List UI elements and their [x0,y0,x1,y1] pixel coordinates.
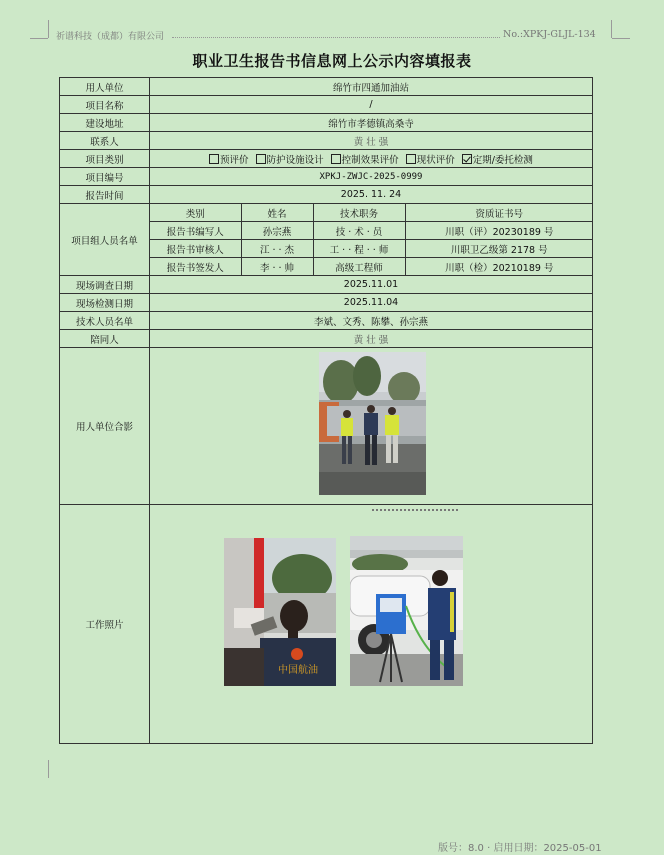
header-doc-number: No.:XPKJ-GLJL-134 [503,29,596,40]
field-label: 用人单位 [60,78,150,96]
field-label: 报告时间 [60,186,150,204]
team-cell: 工 · · 程 · · 师 [313,240,405,258]
team-cell: 江 · · 杰 [241,240,313,258]
field-label: 陪同人 [60,330,150,348]
team-cell: 高级工程师 [313,258,405,276]
dotted-mark [372,509,458,511]
team-row [150,258,593,276]
crop-mark [611,20,612,38]
column-header: 姓名 [241,204,313,222]
table-row [60,330,593,348]
checkbox-checked-icon[interactable] [462,154,472,164]
field-value: / [150,96,593,114]
team-cell: 川职卫乙级第 2178 号 [405,240,593,258]
team-cell: 李 · · 帅 [241,258,313,276]
team-table [150,204,593,275]
header-company: 祈谱科技（成都）有限公司 [56,32,165,42]
table-row [60,114,593,132]
field-label: 现场检测日期 [60,294,150,312]
field-value: 李斌、文秀、陈攀、孙宗燕 [150,312,593,330]
field-value: 2025.11.04 [150,294,593,312]
field-value: 黄 壮 强 [150,132,593,150]
team-row [150,222,593,240]
field-label: 项目类别 [60,150,150,168]
team-cell: 报告书审核人 [150,240,241,258]
category-option[interactable]: 控制效果评价 [331,155,399,166]
field-value: 2025. 11. 24 [150,186,593,204]
work-photo-2 [350,536,463,686]
table-row [60,132,593,150]
category-options [150,150,593,168]
category-option[interactable]: 预评价 [209,155,249,166]
header-divider [172,37,500,38]
work-photo-1 [224,538,336,686]
column-header: 资质证书号 [405,204,593,222]
team-cell: 报告书签发人 [150,258,241,276]
crop-mark [30,38,48,39]
column-header: 类别 [150,204,241,222]
crop-mark [48,20,49,38]
field-value: 黄 壮 强 [150,330,593,348]
field-label: 项目名称 [60,96,150,114]
category-option[interactable]: 防护设施设计 [256,155,324,166]
category-option[interactable]: 定期/委托检测 [462,155,533,166]
field-label: 项目组人员名单 [60,204,150,276]
crop-mark [48,760,49,778]
team-header-row [150,204,593,222]
field-value: 2025.11.01 [150,276,593,294]
field-label: 建设地址 [60,114,150,132]
team-cell: 技 · 术 · 员 [313,222,405,240]
field-label: 联系人 [60,132,150,150]
group-photo [319,352,426,495]
category-option[interactable]: 现状评价 [406,155,455,166]
team-cell: 川职（检）20210189 号 [405,258,593,276]
vest-text: 中国航油 [278,665,318,676]
table-row [60,294,593,312]
table-row [60,186,593,204]
checkbox-icon[interactable] [209,154,219,164]
field-label: 工作照片 [60,505,150,744]
team-row [150,240,593,258]
column-header: 技术职务 [313,204,405,222]
table-row [60,150,593,168]
checkbox-icon[interactable] [331,154,341,164]
field-label: 项目编号 [60,168,150,186]
checkbox-icon[interactable] [406,154,416,164]
field-label: 现场调查日期 [60,276,150,294]
team-cell: 川职（评）20230189 号 [405,222,593,240]
table-row [60,168,593,186]
checkbox-icon[interactable] [256,154,266,164]
table-row [60,312,593,330]
table-row [60,96,593,114]
field-label: 用人单位合影 [60,348,150,505]
field-label: 技术人员名单 [60,312,150,330]
table-row [60,204,593,276]
field-value: 绵竹市孝德镇高桑寺 [150,114,593,132]
team-table-cell [150,204,593,276]
team-cell: 孙宗燕 [241,222,313,240]
footer-version: 版号：8.0 · 启用日期：2025-05-01 [438,843,602,854]
team-cell: 报告书编写人 [150,222,241,240]
crop-mark [612,38,630,39]
page-title: 职业卫生报告书信息网上公示内容填报表 [192,52,472,70]
table-row [60,276,593,294]
field-value: XPKJ-ZWJC-2025-0999 [150,168,593,186]
field-value: 绵竹市四通加油站 [150,78,593,96]
table-row [60,78,593,96]
